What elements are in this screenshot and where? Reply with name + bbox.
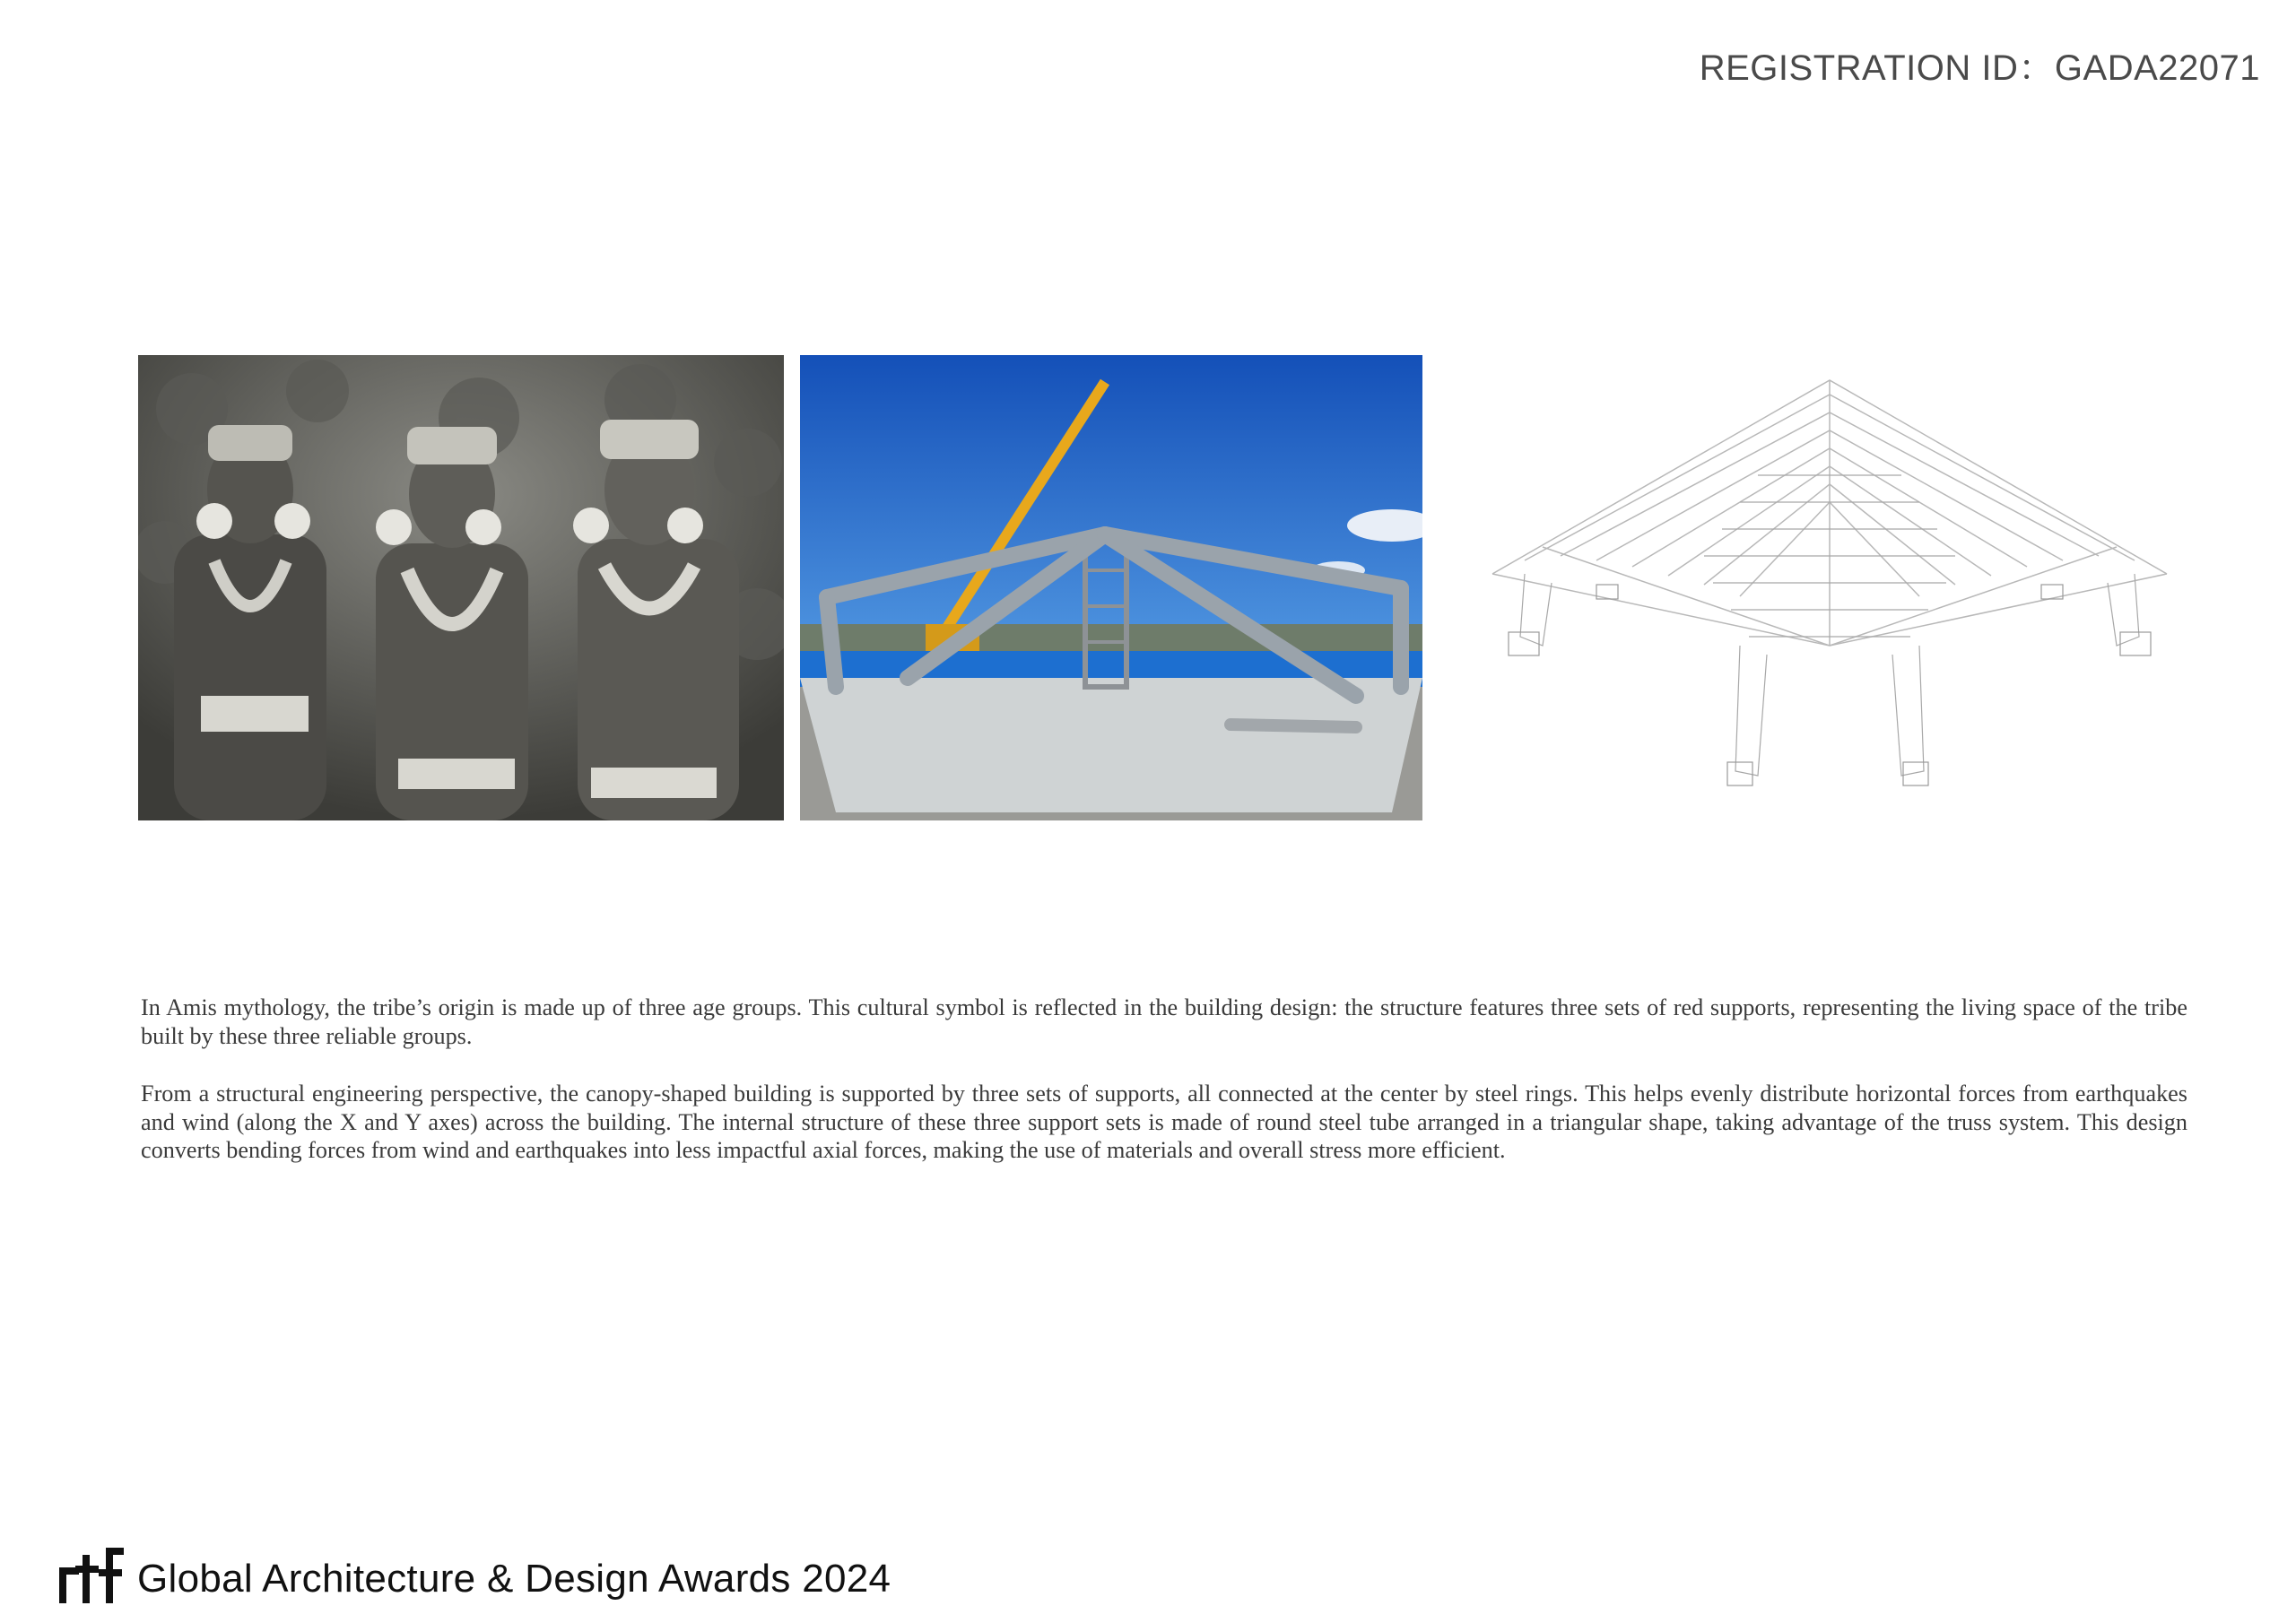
photo-illustration bbox=[138, 355, 784, 820]
description-paragraph-2: From a structural engineering perspective, the canopy-shaped building is supported by three sets of supports, all connected at the center by steel rings. This helps evenly distribute horizontal forces from earthquakes and wind (along the X and Y axes) across the building. The internal structure of these three support sets is made of round steel tube arranged in a triangular shape, taking advantage of the truss system. This design converts bending forces from wind and earthquakes into less impactful axial forces, making the use of materials and overall stress more efficient. bbox=[141, 1081, 2187, 1164]
drawing-illustration bbox=[1489, 377, 2170, 798]
rtf-logo-icon bbox=[59, 1548, 124, 1603]
structure-axonometric-drawing bbox=[1489, 377, 2170, 798]
construction-site-photo bbox=[800, 355, 1422, 820]
footer-title: Global Architecture & Design Awards 2024 bbox=[137, 1557, 891, 1601]
photo-illustration bbox=[800, 355, 1422, 820]
description-paragraph-1: In Amis mythology, the tribe’s origin is made up of three age groups. This cultural symbol is reflected in the building design: the structure features three sets of red supports, representing the living space of the tribe built by these three reliable groups. bbox=[141, 994, 2187, 1049]
registration-id: REGISTRATION ID：GADA22071 bbox=[1699, 48, 2260, 88]
amis-tribesmen-photo bbox=[138, 355, 784, 820]
